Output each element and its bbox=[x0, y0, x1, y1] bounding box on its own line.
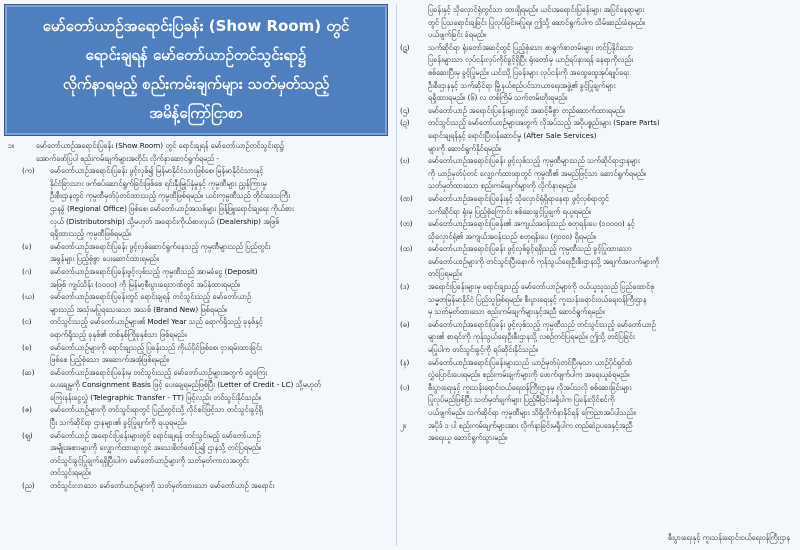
clause-line: နိုင်ငံခြားသား ဖက်စပ်ဆောင်ရွက်ခြင်းဖြစ်စေ ရင်းနှီးမြှုပ်နှံမှုနှင့် ကုမ္ပဏီများ ညွှန်ကြားမှု bbox=[50, 178, 267, 188]
clause-item bbox=[400, 42, 794, 105]
clause-number: (န) bbox=[400, 357, 410, 367]
clause-line: စစ်ဆေးပြီးမှ ခွင့်ပြုမည်။ ယင်းသို့ ပြခန်းများ လုပ်ငန်းကို အထွေထွေအုပ်ချုပ်ရေး bbox=[428, 67, 629, 77]
title-line-3: လိုက်နာရမည့် စည်းကမ်းချက်များ သတ်မှတ်သည့် bbox=[62, 75, 330, 93]
clause-line: မော်တော်ယာဉ်အရောင်းပြခန်းနှင့် သိုလှောင်ရုံရှိရာနေရာ ဖွင့်လှစ်ရာတွင် bbox=[428, 193, 609, 203]
clause-line: ရရှိထားရမည်။ (၆) လ တစ်ကြိမ် သက်တမ်းတိုးရမည်။ bbox=[428, 93, 568, 103]
clause-line: မော်တော်ယာဉ်အရောင်းပြခန်းဖွင့်လှစ်သည့် ကုမ္ပဏီသည် အာမခံငွေ (Deposit) bbox=[50, 266, 258, 276]
clause-line: များကို ဆောင်ရွက်နိုင်ရမည်။ bbox=[428, 143, 502, 153]
clause-line: များသည် အသုံးမပြုရသေးသော အသစ် (Brand New) ဖြစ်ရမည်။ bbox=[50, 304, 228, 314]
clause-item bbox=[400, 117, 794, 155]
clause-number: (င) bbox=[22, 317, 32, 327]
clause-item bbox=[400, 155, 794, 193]
clause-line: ပြုလုပ်မည်ဖြစ်ပြီး သတ်မှတ်ချက်များ ပြည့်မီခြင်းမရှိပါက ပြခန်းလိုင်စင်ကို bbox=[428, 395, 615, 405]
clause-line: မော်တော်ယာဉ်အရောင်းပြခန်း ဖွင့်လှစ်သည့် ကုမ္ပဏီသည် တင်သွင်းသည့် မော်တော်ယာဉ် bbox=[428, 319, 656, 329]
clause-item bbox=[400, 105, 794, 118]
column-divider bbox=[396, 4, 397, 546]
clause-line: ဖြစ်စေ ပြည့်စုံသော အဆောက်အအုံဖြစ်ရမည်။ bbox=[50, 355, 169, 365]
clause-text bbox=[428, 105, 794, 118]
clause-line: တင်သွင်းသည့် မော်တော်ယာဉ်များအတွက် လိုအပ်သည့် အပိုပစ္စည်းများ (Spare Parts) bbox=[428, 118, 660, 128]
clause-number: (ဇ) bbox=[22, 405, 32, 415]
title-line-2: ရောင်းချရန် မော်တော်ယာဉ်တင်သွင်းရာ၌ bbox=[85, 46, 307, 64]
clause-line: အရေးယူ ဆောင်ရွက်သွားမည်။ bbox=[428, 433, 508, 443]
clause-line: အဖြစ် ကျပ်သိန်း (၁၀၀၀) ကို မြန်မာ့စီးပွားရေးဘဏ်တွင် အပ်နှံထားရမည်။ bbox=[50, 279, 241, 289]
clause-item bbox=[8, 430, 392, 480]
clause-line: မော်တော်ယာဉ် အရောင်းပြခန်းများတွင် အဆင့်မီစွာ တည်ဆောက်ထားရမည်။ bbox=[428, 105, 626, 115]
clause-line: အောက်ဖော်ပြပါ စည်းကမ်းချက်များအတိုင်း လိုက်နာဆောင်ရွက်ရမည် - bbox=[36, 153, 219, 163]
clause-number: (ည) bbox=[22, 481, 35, 491]
clause-number: (က) bbox=[22, 166, 35, 176]
clause-item bbox=[400, 357, 794, 382]
clause-text bbox=[428, 218, 794, 243]
clause-line: မော်တော်ယာဉ်အရောင်းပြခန်းမှ တင်သွင်းသည့် မော်တော်ယာဉ်များအတွက် ငွေကြေး bbox=[50, 367, 268, 377]
clause-number: (ဋ) bbox=[400, 42, 410, 52]
clause-line: မော်တော်ယာဉ်အရောင်းပြခန်း ဖွင့်လှစ်၍ မြန်မာနိုင်ငံသားဖြစ်စေ၊ မြန်မာနိုင်ငံသားနှင့် bbox=[50, 166, 264, 176]
clause-text bbox=[50, 316, 392, 341]
clause-line: တင်ပြရမည်။ bbox=[428, 269, 462, 279]
clause-line: လွှဲပြောင်းပေးရမည်။ စည်းကမ်းချက်များကို ဖောက်ဖျက်ပါက အရေးယူခံရမည်။ bbox=[428, 370, 630, 380]
clause-line: မော်တော်ယာဉ်အရောင်းပြခန်း ဖွင့်လှစ်ဆောင်ရွက်နေသည့် ကုမ္ပဏီများသည် ပြည်တွင်း bbox=[50, 241, 271, 251]
clause-number: ၁။ bbox=[8, 141, 15, 150]
clause-line: မှ သတ်မှတ်ထားသော စည်းကမ်းချက်များနှင့်အညီ ဆောင်ရွက်ရမည်။ bbox=[428, 307, 605, 317]
clause-number: (ဎ) bbox=[400, 156, 410, 166]
clause-item bbox=[8, 480, 392, 493]
clause-number: (ထ) bbox=[400, 244, 413, 254]
clause-item bbox=[400, 319, 794, 357]
right-column bbox=[400, 4, 794, 445]
clause-text bbox=[428, 4, 794, 42]
clause-item bbox=[8, 404, 392, 429]
clause-number: (ဓ) bbox=[400, 319, 410, 329]
clause-item bbox=[400, 281, 794, 319]
clause-line: ရောက်ရှိသည့် ခုနှစ်၏ တစ်နှစ်ကြိုခုနှစ်သာ ဖြစ်ရမည်။ bbox=[50, 329, 187, 339]
clause-text bbox=[428, 420, 794, 445]
clause-line: တွင် ပြသရောင်းချခြင်း ပြုလုပ်ခြင်းမပြုရ။ ဤသို့ ဆောင်ရွက်ပါက သိမ်းဆည်းခံရမည်။ bbox=[428, 17, 645, 27]
clause-number: (ဌ) bbox=[400, 105, 410, 115]
clause-number: (ဍ) bbox=[400, 118, 410, 128]
left-column bbox=[8, 140, 392, 493]
clause-line: မပြုပါက တင်သွင်းခွင့်ကို ရပ်ဆိုင်းနိုင်သည်။ bbox=[428, 345, 538, 355]
clause-line: အမျိုးအစားများကို လျှောက်ထားရာတွင် အသေးစိတ်ဖော်ပြ၍ ဌာနသို့ တင်ပြရမည်။ bbox=[50, 443, 262, 453]
clause-item bbox=[8, 266, 392, 291]
title-banner bbox=[4, 4, 388, 136]
clause-line: များ၏ စာရင်းကို ကုန်သွယ်ရေးဦးစီးဌာနသို့ လစဉ်တင်ပြရမည်။ ဤသို့ တင်ပြခြင်း bbox=[428, 332, 635, 342]
issuing-ministry: စီးပွားရေးနှင့် ကူးသန်းရောင်းဝယ်ရေးဝန်ကြီးဌာန bbox=[667, 533, 790, 542]
clause-line: တင်သွင်းသည့် မော်တော်ယာဉ်များ၏ Model Year သည် ရောက်ရှိသည့် ခုနှစ်နှင့် bbox=[50, 317, 263, 327]
clause-text bbox=[50, 480, 392, 493]
clause-text bbox=[50, 342, 392, 367]
clause-item bbox=[8, 291, 392, 316]
clause-line: တင်သွင်းရမည်။ bbox=[50, 468, 92, 478]
clause-number: (ဏ) bbox=[400, 193, 413, 203]
clause-number: (ပ) bbox=[400, 382, 410, 392]
clause-text bbox=[428, 357, 794, 382]
clause-item bbox=[8, 367, 392, 405]
clause-number: (ဆ) bbox=[22, 367, 35, 377]
clause-line: မော်တော်ယာဉ်အရောင်းပြခန်းများသည် ယာဉ်မှတ်ပုံတင်ပြီးမှသာ ယာဉ်ပိုင်ရှင်ထံ bbox=[428, 357, 632, 367]
clause-line: ဦးစီးဌာနနှင့် သက်ဆိုင်ရာ မြို့နယ်စည်ပင်သာယာရေးအဖွဲ့၏ ခွင့်ပြုချက်များ bbox=[428, 80, 616, 90]
clause-line: ပြခန်းနှင့် သိုလှောင်ရုံတွင်သာ ထားရှိရမည်။ ယင်းအရောင်းပြခန်းများ အပြင်နေရာများ bbox=[428, 5, 645, 14]
clause-text bbox=[50, 430, 392, 480]
clause-line: မော်တော်ယာဉ်အရောင်းပြခန်း ဖွင့်လှစ်ခွင့်ရရှိသည့် ကုမ္ပဏီသည် ခွင့်ပြုထားသော bbox=[428, 244, 632, 254]
clause-item bbox=[400, 243, 794, 281]
clause-line: လှယ် (Distributorship) သို့မဟုတ် အရောင်းကိုယ်စားလှယ် (Dealership) အဖြစ် bbox=[50, 216, 280, 226]
clause-line: စီးပွားရေးနှင့် ကူးသန်းရောင်းဝယ်ရေးဝန်ကြီးဌာနမှ လိုအပ်သလို စစ်ဆေးခြင်းများ bbox=[428, 382, 632, 392]
clause-number: (ဃ) bbox=[22, 292, 35, 302]
clause-number: (ဂ) bbox=[22, 266, 32, 276]
clause-text bbox=[428, 319, 794, 357]
clause-line: အပိုဒ် ၁ ပါ စည်းကမ်းချက်များအား လိုက်နာခြင်းမရှိပါက တည်ဆဲဥပဒေနှင့်အညီ bbox=[428, 420, 633, 430]
clause-text bbox=[50, 367, 392, 405]
clause-text bbox=[50, 266, 392, 291]
clause-line: ရောင်းချရန်နှင့် ရောင်းပြီးဝန်ဆောင်မှု (After Sale Services) bbox=[428, 130, 597, 140]
clause-text bbox=[428, 281, 794, 319]
clause-text bbox=[50, 165, 392, 241]
clause-line: မော်တော်ယာဉ်အရောင်းပြခန်းတွင် ရောင်းချရန် တင်သွင်းသည့် မော်တော်ယာဉ် bbox=[50, 292, 252, 302]
clause-line: သက်ဆိုင်ရာ ရုံးတော်အဆင့်တွင် ပြည့်စုံသော စာရွက်စာတမ်းများ တင်ပြနိုင်သော bbox=[428, 42, 633, 52]
clause-number: (တ) bbox=[400, 219, 413, 229]
clause-line: သက်ဆိုင်ရာ ရုံးမှ ပြည့်စုံကြောင်း စစ်ဆေးခွင့်ပြုချက် ရယူရမည်။ bbox=[428, 206, 592, 216]
clause-text bbox=[50, 241, 392, 266]
clause-line: မော်တော်ယာဉ်အရောင်းပြခန်း (Show Room) တွင် ရောင်းချရန် မော်တော်ယာဉ်တင်သွင်းရာ၌ bbox=[36, 141, 285, 150]
clause-line: မော်တော်ယာဉ်များကို တင်သွင်းပြီးနောက် ကုန်သွယ်ရေးဦးစီးဌာနသို့ အချက်အလက်များကို bbox=[428, 256, 660, 266]
clause-line: ပေးချေမှုကို Consignment Basis ဖြင့် ပေးချေရမည်ဖြစ်ပြီး (Letter of Credit - LC) သို့မဟုတ် bbox=[50, 380, 321, 390]
clause-line: ပယ်ဖျက်ခြင်း ခံရမည်။ bbox=[428, 30, 487, 40]
clause-text bbox=[428, 42, 794, 105]
clause-text bbox=[428, 117, 794, 155]
clause-item bbox=[400, 382, 794, 420]
clause-line: ပြီး သက်ဆိုင်ရာ ဌာနများ၏ ခွင့်ပြုချက်ကို ရယူရမည်။ bbox=[50, 418, 187, 428]
clause-line: သိုလှောင်ရုံ၏ အကျယ်အဝန်းသည် စတုရန်းပေ (၅၀၀၀) ရှိရမည်။ bbox=[428, 231, 597, 241]
clause-line: မော်တော်ယာဉ်အရောင်းပြခန်း၏ အကျယ်အဝန်းသည် စတုရန်းပေ (၁၀၀၀၀) နှင့် bbox=[428, 219, 635, 229]
clause-line: ဦးစီးဌာနတွင် ကုမ္ပဏီမှတ်ပုံတင်ထားသည့် ကုမ္ပဏီဖြစ်ရမည်။ ယင်းကုမ္ပဏီသည် တိုင်းဒေသကြီး bbox=[50, 191, 291, 201]
clause-text bbox=[50, 291, 392, 316]
clause-line: ပယ်ဖျက်မည်။ သက်ဆိုင်ရာ ကုမ္ပဏီများ သိရှိလိုက်နာနိုင်ရန် ကြေညာအပ်ပါသည်။ bbox=[428, 408, 636, 417]
clause-line: ရရှိထားသည့် ကုမ္ပဏီဖြစ်ရမည်။ bbox=[50, 229, 132, 239]
clause-item bbox=[400, 4, 794, 42]
clause-number: (ဒ) bbox=[400, 282, 410, 292]
clause-line: အရောင်းပြခန်းများမှ ရောင်းချသည့် မော်တော်ယာဉ်များကို ဝယ်ယူသူသည် ပြည်ထောင်စု bbox=[428, 282, 655, 292]
clause-text bbox=[36, 140, 392, 165]
clause-item bbox=[8, 241, 392, 266]
clause-text bbox=[50, 404, 392, 429]
clause-line: တင်သွင်းခွင့်ပြုချက်ရရှိပြီးပါက မော်တော်ယာဉ်များကို သတ်မှတ်ကာလအတွင်း bbox=[50, 455, 249, 465]
clause-line: တင်သွင်းလာသော မော်တော်ယာဉ်များကို သတ်မှတ်ထားသော မော်တော်ယာဉ် အရောင်း bbox=[50, 481, 275, 491]
clause-number: (စ) bbox=[22, 342, 32, 352]
title-line-4: အမိန့်ကြော်ငြာစာ bbox=[149, 104, 243, 122]
clause-text bbox=[428, 382, 794, 420]
clause-number: (ခ) bbox=[22, 241, 32, 251]
clause-line: သမ္မတမြန်မာနိုင်ငံ ပြည်သူဖြစ်ရမည်။ စီးပွားရေးနှင့် ကူးသန်းရောင်းဝယ်ရေးဝန်ကြီးဌာန bbox=[428, 294, 647, 304]
title-line-1: မော်တော်ယာဉ်အရောင်းပြခန်း (Show Room) တွင် bbox=[42, 17, 350, 35]
clause-item bbox=[400, 420, 794, 445]
clause-text bbox=[428, 155, 794, 193]
clause-line: မော်တော်ယာဉ်များကို တင်သွင်းရာတွင် ပြည်တွင်းသို့ လိုင်စင်ဖြင့်သာ တင်သွင်းခွင့်ရှိ bbox=[50, 405, 263, 415]
clause-line: မော်တော်ယာဉ်အရောင်းပြခန်း ဖွင့်လှစ်သည့် ကုမ္ပဏီများသည် သက်ဆိုင်ရာဌာနများ bbox=[428, 156, 640, 166]
clause-number: (ဈ) bbox=[22, 430, 33, 440]
clause-text bbox=[428, 193, 794, 218]
clause-line: ပြခန်းများသာ လုပ်ငန်းလုပ်ကိုင်ခွင့်ရှိပြီး ရုံးတော်မှ ယာဉ်ရပ်နားရန် နေရာကိုလည်း bbox=[428, 55, 634, 65]
clause-item bbox=[8, 342, 392, 367]
clause-line: မော်တော်ယာဉ် အရောင်းပြခန်းများတွင် ရောင်းချရန် တင်သွင်းမည့် မော်တော်ယာဉ် bbox=[50, 430, 261, 440]
clause-line: အခွန်များ ပြည့်စုံစွာ ပေးဆောင်ထားရမည်။ bbox=[50, 254, 159, 264]
clause-item bbox=[8, 316, 392, 341]
clause-line: ကို ယာဉ်မှတ်ပုံတင် လျှောက်ထားရာတွင် ကုမ္ပဏီ၏ အမည်ဖြင့်သာ ဆောင်ရွက်ရမည်။ bbox=[428, 168, 647, 178]
clause-item bbox=[400, 218, 794, 243]
clause-line: ကြေးနန်းငွေလွှဲ (Telegraphic Transfer - TT) ဖြင့်လည်း တင်သွင်းနိုင်သည်။ bbox=[50, 392, 261, 402]
clause-number bbox=[400, 4, 428, 42]
clause-item bbox=[8, 165, 392, 241]
clause-line: ဌာနခွဲ (Regional Office) ဖြစ်စေ၊ မော်တော်ယာဉ်အသစ်များ ဖြန့်ဖြူးရောင်းချရေး ကိုယ်စား bbox=[50, 203, 294, 213]
clause-number: ၂။ bbox=[400, 420, 406, 430]
clause-line: သတ်မှတ်ထားသော စည်းကမ်းချက်များကို လိုက်နာရမည်။ bbox=[428, 181, 576, 191]
clause-item bbox=[8, 140, 392, 165]
clause-text bbox=[428, 243, 794, 281]
clause-item bbox=[400, 193, 794, 218]
clause-line: မော်တော်ယာဉ်များကို ရောင်းချသည့် ပြခန်းသည် ကိုယ်ပိုင်ဖြစ်စေ၊ ငှားရမ်းထားခြင်း bbox=[50, 342, 262, 352]
